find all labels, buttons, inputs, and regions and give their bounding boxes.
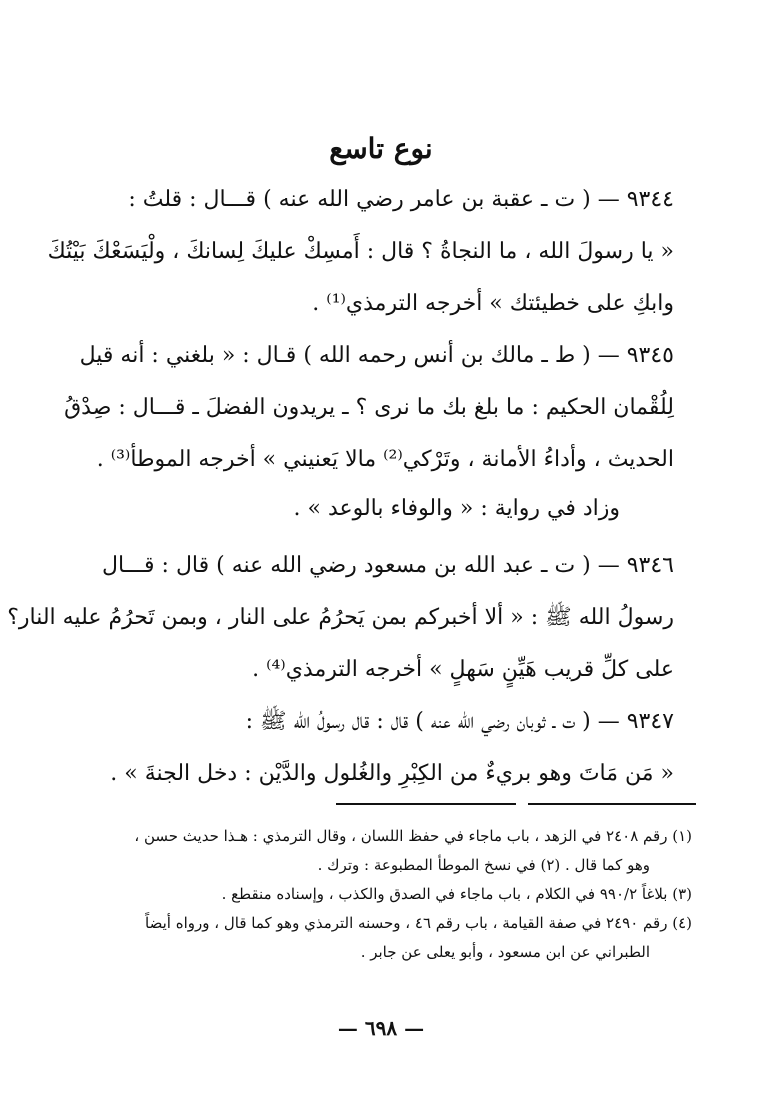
entry-line: لِلُقْمان الحكيم : ما بلغ بك ما نرى ؟ ـ يريدون الفضلَ ـ قـــال : صِدْقُ (64, 395, 674, 420)
entry-line: « مَن مَاتَ وهو بريءٌ من الكِبْرِ والغُلول والدَّيْن : دخل الجنةَ » . (110, 761, 674, 786)
footnote-line: (١) رقم ٢٤٠٨ في الزهد ، باب ماجاء في حفظ اللسان ، وقال الترمذي : هـذا حديث حسن ، (134, 827, 692, 845)
entry-line: الحديث ، وأداءُ الأمانة ، وتَرْكي⁽²⁾ مالا يَعنيني » أخرجه الموطأ⁽³⁾ . (96, 447, 674, 472)
entry-line: « يا رسولَ الله ، ما النجاةُ ؟ قال : أَمسِكْ عليكَ لِسانكَ ، ولْيَسَعْكَ بَيْتُكَ (47, 239, 674, 264)
entry-line: ٩٣٤٥ — ( ط ـ مالك بن أنس رحمه الله ) قـال : « بلغني : أنه قيل (79, 343, 674, 368)
footnotes (92, 822, 692, 967)
additional-narration: وزاد في رواية : « والوفاء بالوعد » . (293, 496, 620, 521)
footnote-line: (٤) رقم ٢٤٩٠ في صفة القيامة ، باب رقم ٤٦ ، وحسنه الترمذي وهو كما قال ، ورواه أيضاً (145, 914, 692, 932)
footnote-divider (528, 803, 696, 805)
entry-line: ٩٣٤٤ — ( ت ـ عقبة بن عامر رضي الله عنه ) قـــال : قلتُ : (128, 187, 674, 212)
entry-line: ٩٣٤٦ — ( ت ـ عبد الله بن مسعود رضي الله عنه ) قال : قـــال (102, 553, 674, 578)
entry-line: على كلِّ قريب هَيِّنٍ سَهلٍ » أخرجه الترمذي⁽⁴⁾ . (252, 657, 674, 682)
entry-line: وابكِ على خطيئتك » أخرجه الترمذي⁽¹⁾ . (312, 291, 674, 316)
footnote-line: (٣) بلاغاً ٩٩٠/٢ في الكلام ، باب ماجاء في الصدق والكذب ، وإسناده منقطع . (221, 885, 692, 903)
hadith-entry-9344 (47, 174, 674, 330)
section-heading: نوع تاسع (329, 132, 433, 165)
footnote-line: الطبراني عن ابن مسعود ، وأبو يعلى عن جابر . (360, 943, 650, 961)
entry-line: رسولُ الله ﷺ : « ألا أخبركم بمن يَحرُمُ على النار ، وبمن تَحرُمُ عليه النار؟ (7, 605, 674, 630)
footnote-line: وهو كما قال . (٢) في نسخ الموطأ المطبوعة : وترك . (317, 856, 650, 874)
entry-line: ٩٣٤٧ — ( ت ـ ثوبان رضي الله عنه ) قال : قال رسولُ الله ﷺ : (245, 709, 674, 734)
page-number: — ٦٩٨ — (337, 1016, 425, 1040)
footnote-divider-secondary (336, 803, 516, 805)
hadith-entry-9346 (7, 540, 674, 696)
hadith-entry-9347 (96, 696, 674, 800)
hadith-entry-9345 (64, 330, 674, 486)
